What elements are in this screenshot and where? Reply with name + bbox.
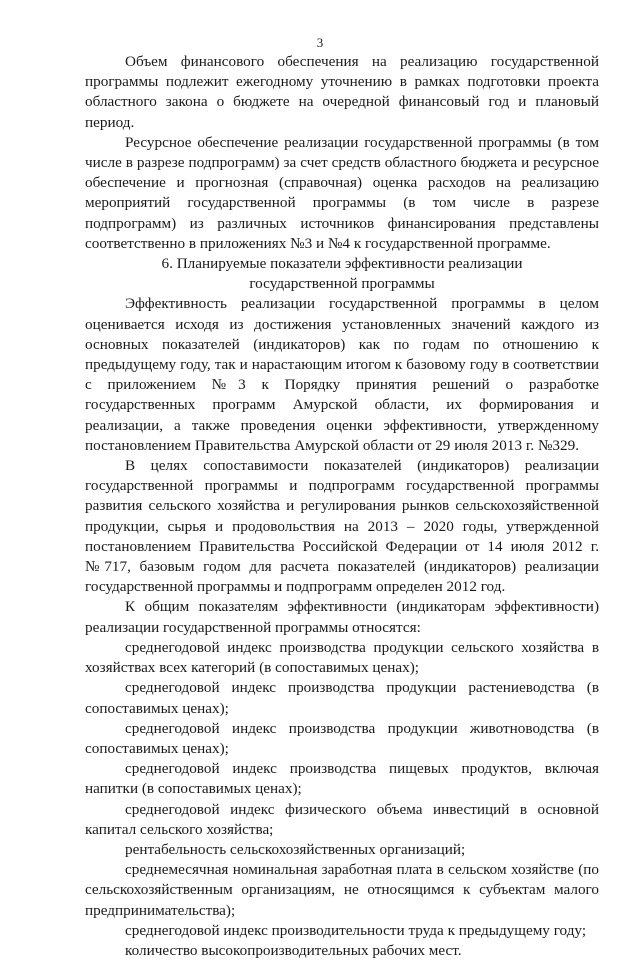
- paragraph-resource-support: Ресурсное обеспечение реализации государственной программы (в том числе в разрезе подпрограмм) за счет средств областного бюджета и ресурсное обеспечение и прогнозная (справочная) оценка расходов на реализацию мероприятий государственной программы (в том числе в разрезе подпрограмм) из различных источников финансирования представлены соответственно в приложениях №3 и №4 к государственной программе.: [85, 133, 599, 252]
- list-item: среднегодовой индекс производства продукции животноводства (в сопоставимых ценах);: [85, 719, 599, 757]
- list-item: количество высокопроизводительных рабочих мест.: [125, 941, 462, 959]
- indicators-list: [85, 638, 599, 961]
- page-number: 3: [316, 35, 324, 50]
- paragraph-indicators-intro: К общим показателям эффективности (индикаторам эффективности) реализации государственной программы относятся:: [85, 598, 599, 636]
- paragraph-comparability: В целях сопоставимости показателей (индикаторов) реализации государственной программы и подпрограмм государственной программы развития сельского хозяйства и регулирования рынков сельскохозяйственной продукции, сырья и продовольствия на 2013 – 2020 годы, утвержденной постановлением Правительства Российской Федерации от 14 июля 2012 г. №717, базовым годом для расчета показателей (индикаторов) реализации государственной программы и подпрограмм определен 2012 год.: [85, 457, 599, 596]
- list-item: среднегодовой индекс производства пищевых продуктов, включая напитки (в сопоставимых ценах);: [85, 760, 599, 798]
- list-item: рентабельность сельскохозяйственных организаций;: [125, 840, 466, 858]
- list-item: среднегодовой индекс физического объема инвестиций в основной капитал сельского хозяйства;: [85, 800, 599, 838]
- list-item: среднегодовой индекс производства продукции растениеводства (в сопоставимых ценах);: [85, 679, 599, 717]
- list-item: среднегодовой индекс производства продукции сельского хозяйства в хозяйствах всех категорий (в сопоставимых ценах);: [85, 638, 599, 677]
- section-heading-line1: 6. Планируемые показатели эффективности реализации: [161, 255, 523, 273]
- list-item: среднемесячная номинальная заработная плата в сельском хозяйстве (по сельскохозяйственным организациям, не относящимся к субъектам малого предпринимательства);: [85, 861, 599, 919]
- document-body: [85, 52, 599, 961]
- list-item: среднегодовой индекс производительности труда к предыдущему году;: [125, 921, 587, 939]
- paragraph-efficiency-assessment: Эффективность реализации государственной программы в целом оценивается исходя из достижения установленных значений каждого из основных показателей (индикаторов) как по годам по отношению к предыдущему году, так и нарастающим итогом к базовому году в соответствии с приложением №3 к Порядку принятия решений о разработке государственных программ Амурской области, их формирования и реализации, а также проведения оценки эффективности, утвержденному постановлением Правительства Амурской области от 29 июля 2013 г. №329.: [85, 295, 599, 454]
- section-heading-line2: государственной программы: [249, 275, 435, 293]
- section-heading: [85, 254, 599, 294]
- paragraph-funding-volume: Объем финансового обеспечения на реализацию государственной программы подлежит ежегодному уточнению в рамках подготовки проекта областного закона о бюджете на очередной финансовый год и плановый период.: [85, 53, 599, 131]
